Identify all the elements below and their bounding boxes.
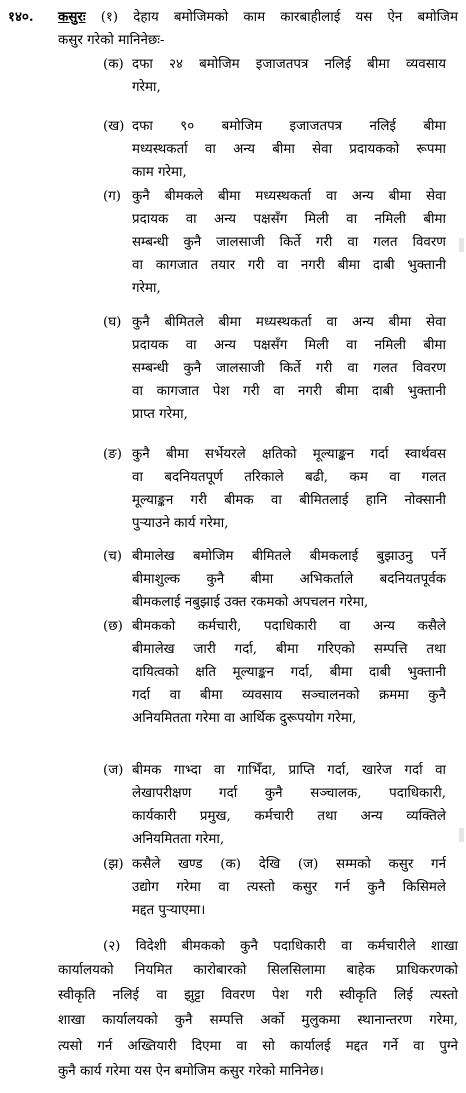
section-intro-line-2: कसुर गरेको मानिनेछः- bbox=[58, 33, 165, 48]
subsection-2-line: (२) विदेशी बीमकको कुनै पदाधिकारी वा कर्मचारीले शाखा bbox=[103, 939, 458, 954]
margin-mark bbox=[459, 238, 464, 252]
section-intro-text: (१) देहाय बमोजिमको काम कारबाहीलाई यस ऐन बमोजिम bbox=[100, 10, 458, 25]
clause-text-line: अनियमितता गरेमा, bbox=[132, 832, 225, 847]
clause-text-line: प्रदायक वा अन्य पक्षसँग मिली वा नमिली बीमा bbox=[132, 212, 446, 227]
clause-label: (झ) bbox=[103, 857, 124, 872]
clause-label: (च) bbox=[103, 549, 122, 564]
clause-text-line: वा कागजात तयार गरी वा नगरी बीमा दाबी भुक्तानी bbox=[132, 258, 446, 273]
clause-label: (ख) bbox=[103, 119, 125, 134]
clause-text-line: कार्यकारी प्रमुख, कर्मचारी तथा अन्य व्यक्तिले bbox=[132, 809, 446, 824]
clause-text-line: कुनै बीमकले बीमा मध्यस्थकर्ता वा अन्य बीमा सेवा bbox=[132, 189, 446, 204]
clause-text-line: सम्बन्धी कुनै जालसाजी किर्ते गरी वा गलत विवरण bbox=[132, 235, 446, 250]
clause-text-line: मद्दत पुऱ्याएमा। bbox=[132, 903, 206, 918]
clause-label: (छ) bbox=[103, 619, 123, 634]
clause-text-line: गर्दा वा बीमा व्यवसाय सञ्चालनको क्रममा कुनै bbox=[132, 688, 446, 703]
subsection-2-line: कुनै कार्य गरेमा यस ऐन बमोजिम कसुर गरेको मानिनेछ। bbox=[58, 1064, 324, 1079]
section-title: कसुरः bbox=[58, 9, 86, 25]
clause-label: (ग) bbox=[103, 189, 121, 204]
clause-text-line: दफा २४ बमोजिम इजाजतपत्र नलिई बीमा व्यवसाय bbox=[132, 57, 446, 72]
clause-text-line: प्रदायक वा अन्य पक्षसँग मिली वा नमिली बीमा bbox=[132, 338, 446, 353]
clause-text-line: लेखापरीक्षण गर्दा कुनै सञ्चालक, पदाधिकारी, bbox=[132, 786, 446, 801]
clause-text-line: बीमालेख जारी गर्दा, बीमा गरिएको सम्पत्ति तथा bbox=[132, 642, 446, 657]
clause-text-line: बीमालेख बमोजिम बीमितले बीमकलाई बुझाउनु पर्ने bbox=[132, 549, 446, 564]
clause-text-line: दफा ९० बमोजिम इजाजतपत्र नलिई बीमा bbox=[132, 119, 446, 134]
clause-text-line: प्राप्त गरेमा, bbox=[132, 407, 188, 422]
clause-text-line: कुनै बीमितले बीमा मध्यस्थकर्ता वा अन्य बीमा सेवा bbox=[132, 315, 446, 330]
clause-text-line: उद्योग गरेमा वा त्यस्तो कसुर गर्न कुनै किसिमले bbox=[132, 880, 446, 895]
clause-text-line: अनियमितता गरेमा वा आर्थिक दुरूपयोग गरेमा, bbox=[132, 711, 357, 726]
subsection-2-line: स्वीकृति नलिई वा झुट्टा विवरण पेश गरी स्वीकृति लिई त्यस्तो bbox=[58, 988, 458, 1003]
clause-label: (क) bbox=[103, 57, 124, 72]
clause-label: (ङ) bbox=[103, 447, 122, 462]
subsection-2-line: त्यसो गर्न अख्तियारी दिएमा वा सो कार्यालई मद्दत गर्ने वा पुग्ने bbox=[58, 1039, 458, 1054]
margin-mark bbox=[459, 828, 464, 842]
clause-text-line: मूल्याङ्कन गरी बीमक वा बीमितलाई हानि नोक्सानी bbox=[132, 493, 446, 508]
subsection-2-line: शाखा कार्यालयको कुनै सम्पत्ति अर्को मुलुकमा स्थानान्तरण गरेमा, bbox=[58, 1013, 458, 1028]
clause-text-line: दायित्वको क्षति मूल्याङ्कन गर्दा, बीमा दाबी भुक्तानी bbox=[132, 665, 446, 680]
section-intro-line-1 bbox=[58, 9, 458, 26]
clause-text-line: बीमाशुल्क कुनै बीमा अभिकर्ताले बदनियतपूर्वक bbox=[132, 572, 446, 587]
clause-text-line: गरेमा, bbox=[132, 80, 161, 95]
clause-text-line: कसैले खण्ड (क) देखि (ज) सम्मको कसुर गर्न bbox=[132, 857, 446, 872]
clause-text-line: बीमकको कर्मचारी, पदाधिकारी वा अन्य कसैले bbox=[132, 619, 446, 634]
clause-text-line: गरेमा, bbox=[132, 281, 161, 296]
clause-text-line: पुऱ्याउने कार्य गरेमा, bbox=[132, 516, 229, 531]
clause-text-line: बीमक गाभ्दा वा गाभिँदा, प्राप्ति गर्दा, खारेज गर्दा वा bbox=[132, 763, 446, 778]
clause-text-line: काम गरेमा, bbox=[132, 165, 187, 180]
clause-text-line: वा कागजात पेश गरी वा नगरी बीमा दाबी भुक्तानी bbox=[132, 384, 446, 399]
clause-text-line: वा बदनियतपूर्ण तरिकाले बढी, कम वा गलत bbox=[132, 470, 446, 485]
clause-text-line: मध्यस्थकर्ता वा अन्य बीमा सेवा प्रदायकको रूपमा bbox=[132, 142, 446, 157]
clause-text-line: बीमकलाई नबुझाई उक्त रकमको अपचलन गरेमा, bbox=[132, 595, 369, 610]
clause-label: (ज) bbox=[103, 763, 124, 778]
subsection-2-line: कार्यालयको नियमित कारोबारको सिलसिलामा बाहेक प्राधिकरणको bbox=[58, 963, 458, 978]
clause-text-line: कुनै बीमा सर्भेयरले क्षतिको मूल्याङ्कन गर्दा स्वार्थवस bbox=[132, 447, 446, 462]
clause-label: (घ) bbox=[103, 315, 122, 330]
clause-text-line: सम्बन्धी कुनै जालसाजी किर्ते गरी वा गलत विवरण bbox=[132, 361, 446, 376]
section-number: १४०. bbox=[8, 9, 34, 25]
